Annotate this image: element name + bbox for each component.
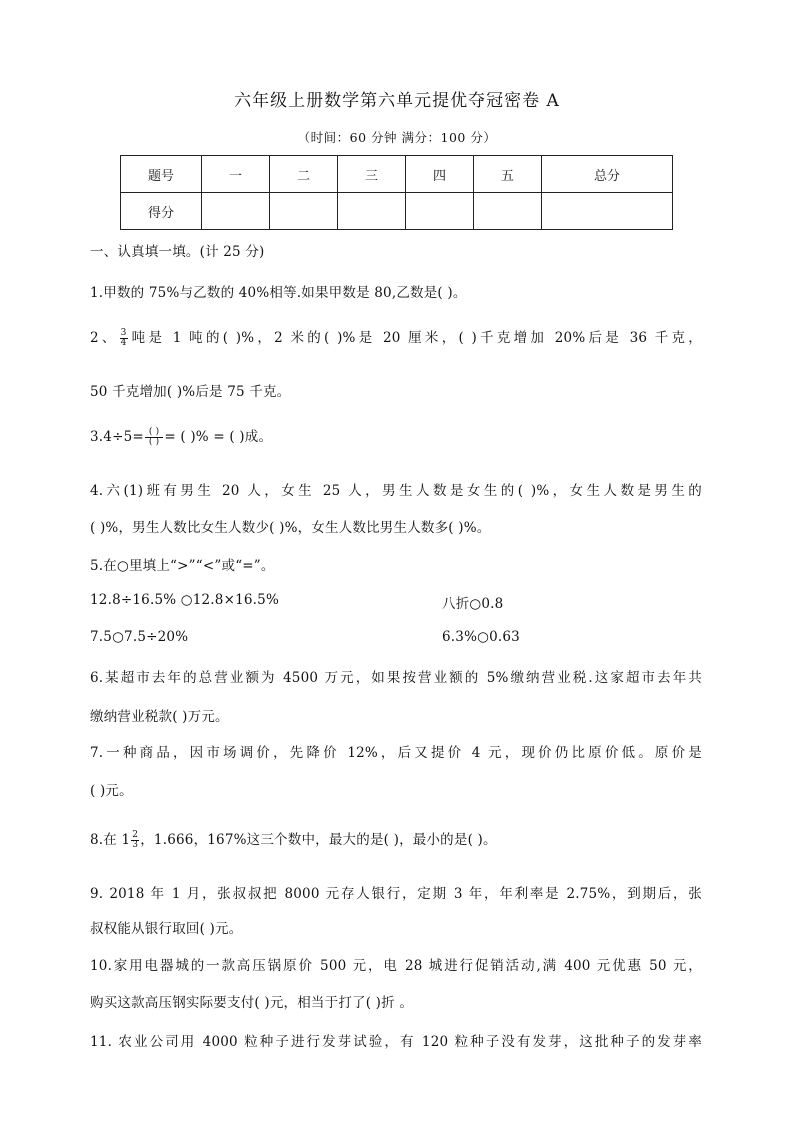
question-9-line-2: 叔权能从银行取回( )元。 — [90, 921, 243, 937]
exam-info: （时间：60 分钟 满分：100 分） — [297, 130, 497, 145]
question-8-text: ，1.666，167%这三个数中，最大的是( )，最小的是( )。 — [140, 832, 497, 848]
question-5-row-2 — [90, 629, 188, 645]
fraction-denominator: ( ) — [148, 437, 160, 447]
score-input-cell[interactable] — [269, 193, 337, 230]
fraction-numerator: 2 — [132, 830, 139, 840]
fraction-numerator: 3 — [120, 328, 127, 338]
score-input-cell[interactable] — [202, 193, 270, 230]
comparison-item: 八折○0.8 — [442, 596, 504, 612]
question-5-row-1 — [90, 592, 279, 608]
section-heading: 一、认真填一填。(计 25 分) — [90, 244, 265, 260]
fraction — [131, 831, 139, 850]
question-2-justified — [90, 326, 702, 348]
question-8 — [90, 828, 497, 850]
question-4-line-1 — [90, 479, 702, 499]
score-table-score-row — [121, 193, 673, 230]
comparison-item: 7.5○7.5÷20% — [90, 629, 189, 645]
score-table-cell: 三 — [337, 156, 405, 193]
score-table-cell: 总分 — [541, 156, 672, 193]
fraction — [145, 428, 163, 447]
score-table-cell: 二 — [269, 156, 337, 193]
score-table-cell: 五 — [473, 156, 541, 193]
question-7-line-1 — [90, 741, 702, 761]
page-title: 六年级上册数学第六单元提优夺冠密卷 A — [234, 91, 560, 111]
question-2-number: 2、 — [90, 330, 119, 346]
question-11-text: 11. 农业公司用 4000 粒种子进行发芽试验，有 120 粒种子没有发芽，这批种子的发芽率 — [90, 1034, 702, 1050]
question-7-line-2: ( )元。 — [90, 783, 133, 799]
question-3 — [90, 425, 272, 447]
question-11-line-1 — [90, 1030, 702, 1050]
score-table-cell: 一 — [202, 156, 270, 193]
fraction-denominator: 4 — [120, 338, 127, 348]
fraction-numerator: ( ) — [145, 428, 163, 438]
question-3-prefix: 3.4÷5= — [90, 429, 144, 445]
score-input-cell[interactable] — [541, 193, 672, 230]
fraction-denominator: 3 — [132, 840, 139, 850]
question-2-line-1 — [90, 326, 702, 348]
fraction — [120, 329, 128, 348]
question-1: 1.甲数的 75%与乙数的 40%相等.如果甲数是 80,乙数是( )。 — [90, 285, 467, 301]
question-2-line-2: 50 千克增加( )%后是 75 千克。 — [90, 384, 291, 400]
question-9-line-1 — [90, 882, 702, 902]
question-4-line-2: ( )%，男生人数比女生人数少( )%，女生人数比男生人数多( )%。 — [90, 520, 491, 536]
score-table-header-row — [121, 156, 673, 193]
question-2-text: 吨是 1 吨的( )%，2 米的( )%是 20 厘米，( )千克增加 20%后是 36 千克， — [128, 330, 702, 346]
question-9-text: 9. 2018 年 1 月，张叔叔把 8000 元存人银行，定期 3 年，年利率是 2.75%，到期后，张 — [90, 886, 702, 902]
score-table-cell: 四 — [405, 156, 473, 193]
question-7-text: 7.一种商品，因市场调价，先降价 12%，后又提价 4 元，现价仍比原价低。原价是 — [90, 745, 702, 761]
question-6-line-1 — [90, 666, 702, 686]
question-3-text: = ( )% = ( )成。 — [164, 429, 273, 445]
score-input-cell[interactable] — [337, 193, 405, 230]
question-4-text: 4.六(1)班有男生 20 人，女生 25 人，男生人数是女生的( )%，女生人数是男生的 — [90, 483, 702, 499]
score-table-cell: 得分 — [121, 193, 202, 230]
question-10-text: 10.家用电器城的一款高压锅原价 500 元，电 28 城进行促销活动,满 400 元优惠 50 元， — [90, 958, 702, 974]
mixed-number-whole: 1 — [121, 832, 131, 848]
question-8-prefix: 8.在 — [90, 832, 122, 848]
question-5-stem: 5.在○里填上“>”“<”或“=”。 — [90, 558, 275, 574]
score-input-cell[interactable] — [473, 193, 541, 230]
comparison-item: 12.8÷16.5% ○12.8×16.5% — [90, 592, 279, 608]
question-10-line-1 — [90, 954, 702, 974]
comparison-item: 6.3%○0.63 — [442, 629, 520, 645]
score-input-cell[interactable] — [405, 193, 473, 230]
score-table — [120, 155, 673, 230]
question-6-line-2: 缴纳营业税款( )万元。 — [90, 709, 229, 725]
question-10-line-2: 购买这款高压钢实际要支付( )元，相当于打了( )折 。 — [90, 995, 414, 1011]
question-6-text: 6.某超市去年的总营业额为 4500 万元，如果按营业额的 5%缴纳营业税.这家超市去年共 — [90, 670, 702, 686]
score-table-cell: 题号 — [121, 156, 202, 193]
